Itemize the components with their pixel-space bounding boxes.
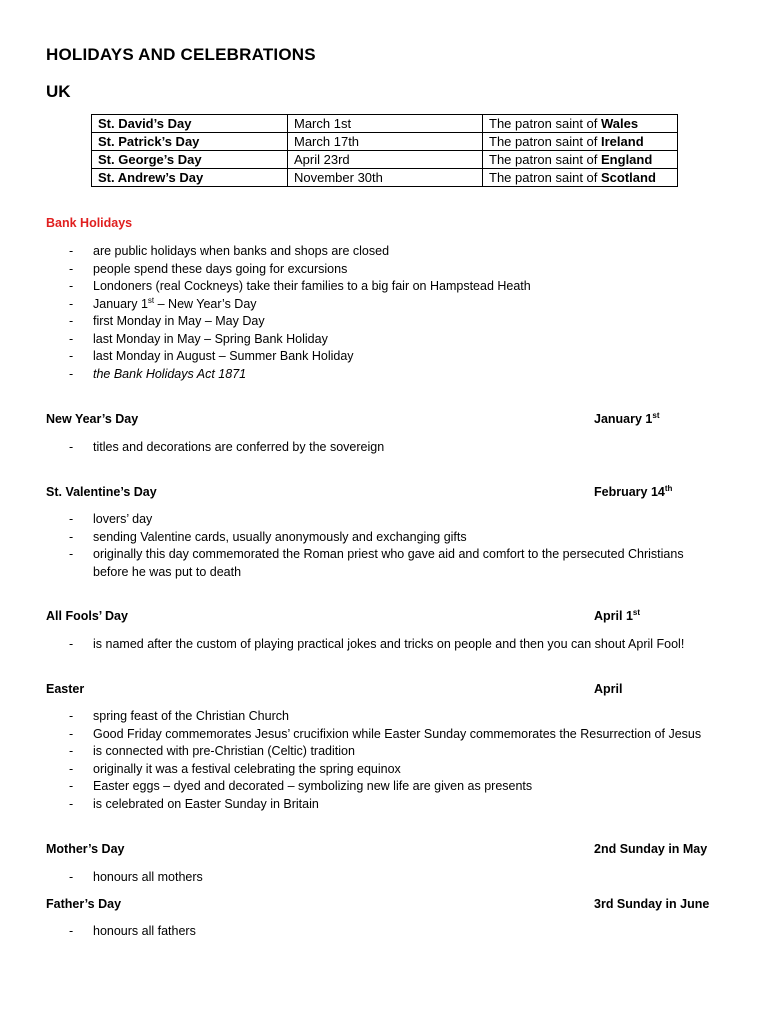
dash-bullet: - [69, 366, 74, 381]
list-item [0, 778, 701, 796]
list-item-text: last Monday in May – Spring Bank Holiday [93, 331, 328, 346]
saint-day-date: March 1st [288, 115, 483, 133]
list-item [0, 366, 531, 384]
holiday-details-list [0, 923, 196, 941]
patron-prefix: The patron saint of [489, 134, 602, 149]
saint-day-name: St. George’s Day [92, 151, 288, 169]
saint-day-date: April 23rd [288, 151, 483, 169]
ordinal-suffix: th [664, 483, 673, 493]
holiday-heading [46, 411, 706, 428]
list-item-text: is named after the custom of playing practical jokes and tricks on people and then you can shout April Fool! [93, 637, 685, 651]
saint-day-name: St. Patrick’s Day [92, 133, 288, 151]
dash-bullet: - [69, 440, 74, 454]
patron-country: Scotland [601, 170, 656, 185]
patron-prefix: The patron saint of [489, 170, 602, 185]
dash-bullet: - [69, 726, 74, 741]
dash-bullet: - [69, 244, 74, 258]
dash-bullet: - [69, 512, 74, 526]
list-item-text: is celebrated on Easter Sunday in Britain [93, 796, 319, 811]
list-item-text: is connected with pre-Christian (Celtic) tradition [93, 744, 355, 758]
holiday-heading [46, 484, 706, 501]
list-item-text: lovers’ day [93, 512, 153, 526]
country-heading: UK [46, 82, 71, 101]
saint-day-date: March 17th [288, 133, 483, 151]
list-item-text: Londoners (real Cockneys) take their families to a big fair on Hampstead Heath [93, 279, 531, 293]
dash-bullet: - [69, 870, 74, 884]
dash-bullet: - [69, 529, 74, 544]
dash-bullet: - [69, 779, 74, 793]
list-item [0, 296, 531, 314]
list-item [0, 869, 203, 887]
holiday-details-list [0, 511, 713, 581]
saint-day-name: St. Andrew’s Day [92, 169, 288, 187]
dash-bullet: - [69, 547, 74, 561]
saint-day-name: St. David’s Day [92, 115, 288, 133]
patron-saints-table [91, 114, 678, 187]
list-item-text: first Monday in May – May Day [93, 314, 265, 328]
holiday-date [594, 411, 660, 428]
holiday-details-list [0, 636, 684, 654]
saint-day-patron [483, 115, 678, 133]
table-row [92, 151, 678, 169]
ordinal-suffix: st [147, 295, 155, 305]
saint-day-patron [483, 133, 678, 151]
list-item-text: originally it was a festival celebrating the spring equinox [93, 761, 401, 776]
patron-country: England [601, 152, 653, 167]
dash-bullet: - [69, 261, 74, 276]
holiday-heading [46, 841, 706, 858]
list-item-text: honours all mothers [93, 870, 203, 884]
list-item-text: people spend these days going for excursions [93, 261, 348, 276]
list-item-text: originally this day commemorated the Roman priest who gave aid and comfort to the persecuted Christians before he was put to death [93, 547, 684, 579]
saint-day-date: November 30th [288, 169, 483, 187]
dash-bullet: - [69, 331, 74, 346]
bank-holidays-list [0, 243, 531, 383]
date-text: February 14 [594, 485, 665, 499]
list-item-text: last Monday in August – Summer Bank Holiday [93, 349, 354, 363]
saint-day-patron [483, 151, 678, 169]
patron-prefix: The patron saint of [489, 116, 602, 131]
holiday-details-list [0, 869, 203, 887]
holiday-heading [46, 681, 706, 698]
list-item [0, 261, 531, 279]
holiday-name: New Year’s Day [46, 412, 139, 426]
patron-country: Ireland [601, 134, 644, 149]
list-item-text: Good Friday commemorates Jesus’ crucifixion while Easter Sunday commemorates the Resurrection of Jesus [93, 726, 702, 741]
dash-bullet: - [69, 296, 74, 311]
dash-bullet: - [69, 709, 74, 723]
list-item-text: titles and decorations are conferred by the sovereign [93, 440, 385, 454]
holiday-name: Father’s Day [46, 897, 122, 911]
holiday-name: St. Valentine’s Day [46, 485, 157, 499]
table-row [92, 169, 678, 187]
dash-bullet: - [69, 349, 74, 363]
list-item [0, 923, 196, 941]
list-item [0, 529, 713, 547]
holiday-heading [46, 896, 710, 913]
list-item [0, 761, 701, 779]
list-item [0, 511, 713, 529]
holiday-date: April [594, 682, 623, 696]
holiday-date: 2nd Sunday in May [594, 842, 708, 856]
list-item [0, 743, 701, 761]
holiday-name: All Fools’ Day [46, 609, 128, 623]
list-item-text: sending Valentine cards, usually anonymously and exchanging gifts [93, 529, 467, 544]
dash-bullet: - [69, 279, 74, 293]
table-row [92, 133, 678, 151]
page-title: HOLIDAYS AND CELEBRATIONS [46, 45, 316, 64]
holiday-details-list [0, 708, 701, 813]
date-text: April 1 [594, 609, 633, 623]
dash-bullet: - [69, 314, 74, 328]
saint-day-patron [483, 169, 678, 187]
ordinal-suffix: st [652, 410, 660, 420]
list-item [0, 439, 384, 457]
list-item [0, 278, 531, 296]
list-item-text: spring feast of the Christian Church [93, 709, 289, 723]
list-item [0, 796, 701, 814]
patron-country: Wales [601, 116, 639, 131]
list-item [0, 708, 701, 726]
list-item [0, 313, 531, 331]
holiday-name: Mother’s Day [46, 842, 125, 856]
list-item-text: January 1 [93, 296, 148, 311]
list-item [0, 243, 531, 261]
table-row [92, 115, 678, 133]
dash-bullet: - [69, 637, 74, 651]
list-item-text: the Bank Holidays Act 1871 [93, 366, 247, 381]
list-item-text: Easter eggs – dyed and decorated – symbolizing new life are given as presents [93, 779, 533, 793]
holiday-date [594, 484, 672, 501]
holiday-details-list [0, 439, 384, 457]
dash-bullet: - [69, 761, 74, 776]
list-item-text: – New Year’s Day [154, 296, 257, 311]
bank-holidays-heading: Bank Holidays [46, 216, 133, 230]
holiday-date [594, 608, 640, 625]
holiday-name: Easter [46, 682, 85, 696]
dash-bullet: - [69, 924, 74, 938]
list-item [0, 636, 684, 654]
list-item-text: are public holidays when banks and shops are closed [93, 244, 390, 258]
list-item-text: honours all fathers [93, 924, 196, 938]
patron-prefix: The patron saint of [489, 152, 602, 167]
date-text: January 1 [594, 412, 653, 426]
list-item [0, 348, 531, 366]
ordinal-suffix: st [632, 607, 641, 617]
holiday-heading [46, 608, 706, 625]
dash-bullet: - [69, 796, 74, 811]
list-item [0, 726, 701, 744]
list-item [0, 331, 531, 349]
list-item [0, 546, 713, 581]
holiday-date: 3rd Sunday in June [594, 897, 710, 911]
dash-bullet: - [69, 744, 74, 758]
